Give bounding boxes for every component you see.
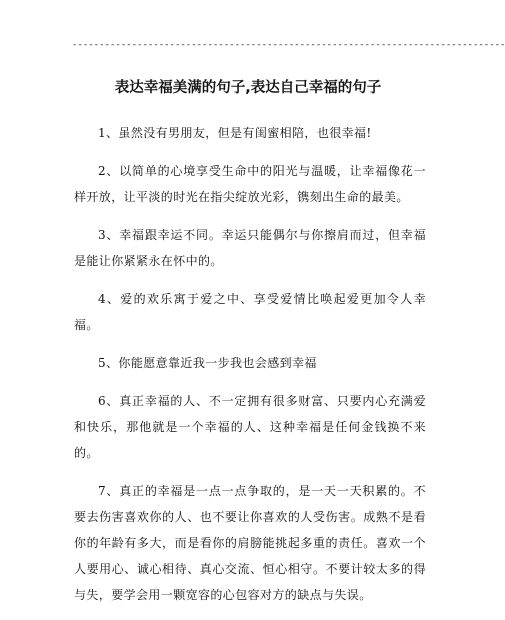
paragraph-6: 6、真正幸福的人、不一定拥有很多财富、只要内心充满爱和快乐，那他就是一个幸福的人、这种幸福是任何金钱换不来的。	[74, 394, 426, 460]
paragraph-7: 7、真正的幸福是一点一点争取的，是一天一天积累的。不要去伤害喜欢你的人、也不要让你喜欢的人受伤害。成熟不是看你的年龄有多大，而是看你的肩膀能挑起多重的责任。喜欢一个人要用心、诚心相待、真心交流、恒心相守。不要计较太多的得与失，要学会用一颗宽容的心包容对方的缺点与失误。	[74, 484, 426, 602]
paragraph-1: 1、虽然没有男朋友，但是有闺蜜相陪，也很幸福!	[98, 126, 372, 140]
paragraph-4: 4、爱的欢乐寓于爱之中、享受爱情比唤起爱更加令人幸福。	[74, 292, 426, 332]
header-dashed-rule: --------------------------------------------------------------------------------	[72, 40, 505, 50]
paragraph-5: 5、你能愿意靠近我一步我也会感到幸福	[98, 356, 317, 370]
document-title: 表达幸福美满的句子,表达自己幸福的句子	[114, 80, 382, 96]
document-body	[74, 120, 426, 620]
paragraph-2: 2、以简单的心境享受生命中的阳光与温暖，让幸福像花一样开放，让平淡的时光在指尖绽放光彩，镌刻出生命的最美。	[74, 164, 426, 204]
paragraph-3: 3、幸福跟幸运不同。幸运只能偶尔与你擦肩而过，但幸福是能让你紧紧永在怀中的。	[74, 228, 426, 268]
